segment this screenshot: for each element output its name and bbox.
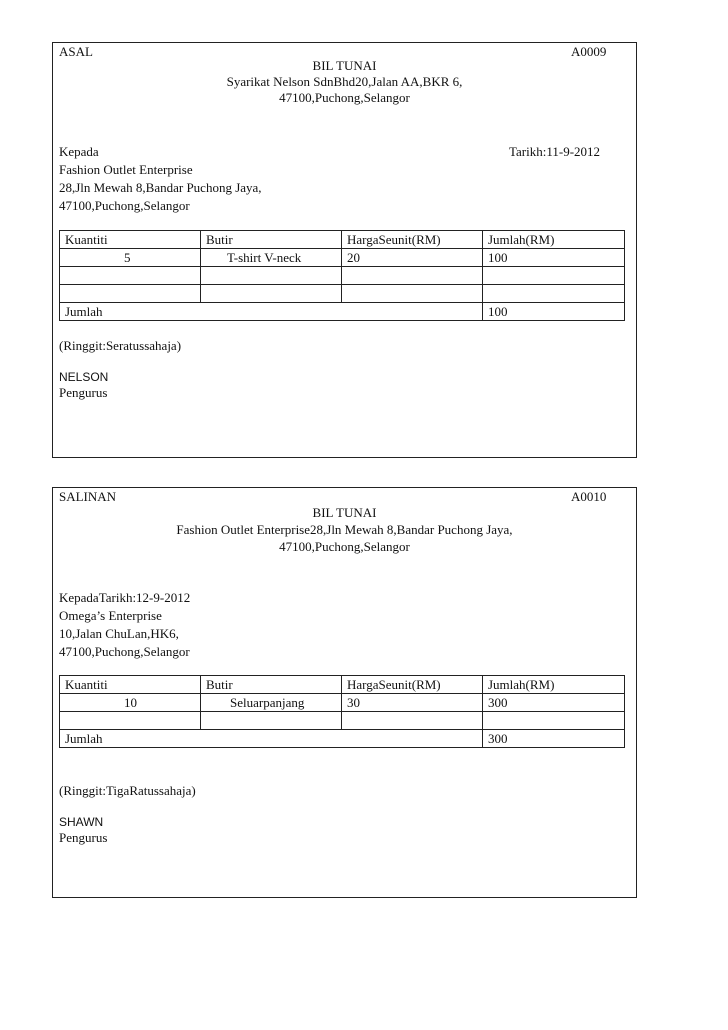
cell-item: Seluarpanjang [201, 694, 342, 712]
signer-role: Pengurus [59, 830, 108, 845]
amount-in-words: (Ringgit:TigaRatussahaja) [59, 783, 196, 798]
recipient-name: Fashion Outlet Enterprise [59, 162, 193, 177]
signer-name: SHAWN [59, 815, 104, 829]
copy-label: SALINAN [59, 489, 117, 504]
items-table [59, 230, 625, 321]
receipt-title: BIL TUNAI [312, 58, 377, 73]
table-row-empty [60, 712, 625, 730]
table-row-empty [60, 267, 625, 285]
issuer-address-line1: Syarikat Nelson SdnBhd20,Jalan AA,BKR 6, [226, 74, 463, 89]
signer-role: Pengurus [59, 385, 108, 400]
issuer-address-line1: Fashion Outlet Enterprise28,Jln Mewah 8,Bandar Puchong Jaya, [176, 522, 513, 537]
total-label: Jumlah [60, 730, 483, 748]
header-unit-price: HargaSeunit(RM) [342, 676, 483, 694]
table-row [60, 249, 625, 267]
to-label: Kepada [59, 144, 99, 159]
issuer-address-line2: 47100,Puchong,Selangor [279, 90, 410, 105]
table-total-row [60, 303, 625, 321]
header-unit-price: HargaSeunit(RM) [342, 231, 483, 249]
recipient-address-line1: 28,Jln Mewah 8,Bandar Puchong Jaya, [59, 180, 262, 195]
header-item: Butir [201, 676, 342, 694]
header-quantity: Kuantiti [60, 676, 201, 694]
cell-quantity: 10 [60, 694, 201, 712]
table-row-empty [60, 285, 625, 303]
table-header-row [60, 231, 625, 249]
cell-unit-price: 20 [342, 249, 483, 267]
items-table [59, 675, 625, 748]
total-label: Jumlah [60, 303, 483, 321]
total-amount: 100 [483, 303, 625, 321]
cell-quantity: 5 [60, 249, 201, 267]
recipient-address-line1: 10,Jalan ChuLan,HK6, [59, 626, 179, 641]
receipt-copy [52, 487, 637, 898]
table-total-row [60, 730, 625, 748]
header-quantity: Kuantiti [60, 231, 201, 249]
total-amount: 300 [483, 730, 625, 748]
receipt-original [52, 42, 637, 458]
receipt-number: A0009 [571, 44, 607, 59]
signer-name: NELSON [59, 370, 109, 384]
cell-item: T-shirt V-neck [201, 249, 342, 267]
header-amount: Jumlah(RM) [483, 231, 625, 249]
table-row [60, 694, 625, 712]
table-header-row [60, 676, 625, 694]
receipt-number: A0010 [571, 489, 607, 504]
issuer-address-line2: 47100,Puchong,Selangor [279, 539, 410, 554]
cell-amount: 300 [483, 694, 625, 712]
header-item: Butir [201, 231, 342, 249]
cell-amount: 100 [483, 249, 625, 267]
receipt-title: BIL TUNAI [312, 505, 377, 520]
amount-in-words: (Ringgit:Seratussahaja) [59, 338, 182, 353]
copy-label: ASAL [59, 44, 93, 59]
to-and-date: KepadaTarikh:12-9-2012 [59, 590, 191, 605]
receipt-date: Tarikh:11-9-2012 [509, 144, 601, 159]
cell-unit-price: 30 [342, 694, 483, 712]
header-amount: Jumlah(RM) [483, 676, 625, 694]
recipient-address-line2: 47100,Puchong,Selangor [59, 644, 190, 659]
recipient-address-line2: 47100,Puchong,Selangor [59, 198, 190, 213]
recipient-name: Omega’s Enterprise [59, 608, 162, 623]
